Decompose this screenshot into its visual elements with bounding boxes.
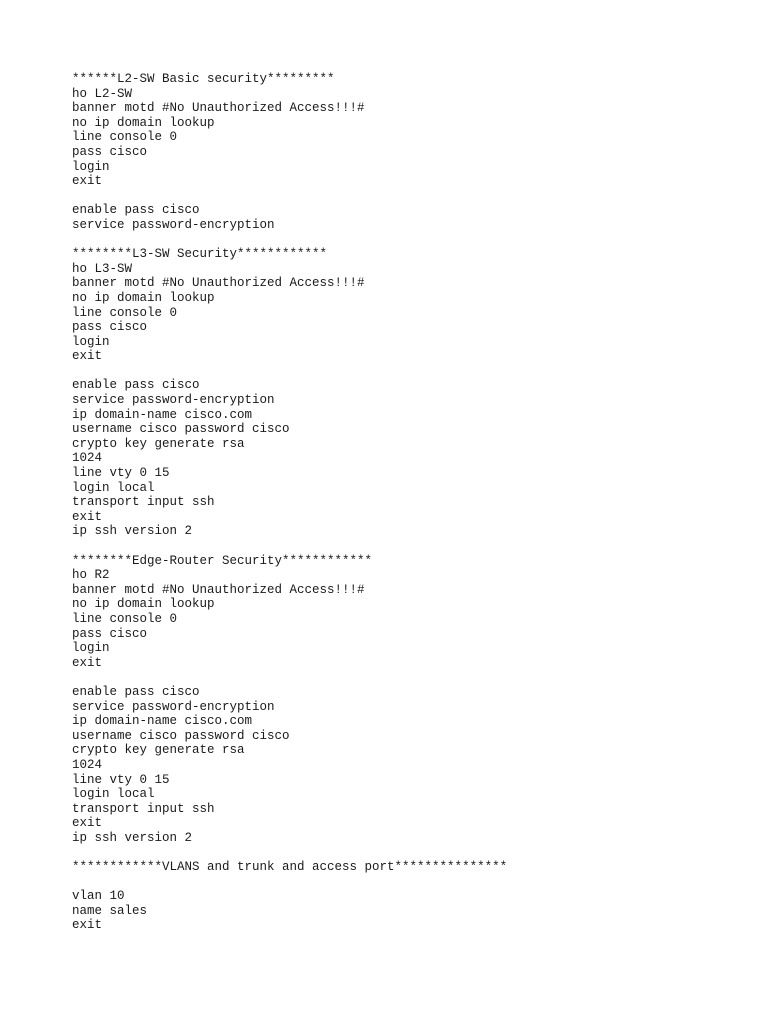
paragraph-gap xyxy=(72,189,732,204)
paragraph-gap xyxy=(72,539,732,554)
config-line: service password-encryption xyxy=(72,393,275,408)
config-line: login local xyxy=(72,480,155,495)
config-line: transport input ssh xyxy=(72,495,215,510)
config-line: login xyxy=(72,641,110,656)
config-line: enable pass cisco xyxy=(72,378,200,393)
config-line: exit xyxy=(72,509,103,524)
paragraph-gap xyxy=(72,233,732,248)
config-line: exit xyxy=(72,918,103,933)
config-line: name sales xyxy=(72,903,148,918)
config-line: banner motd #No Unauthorized Access!!!# xyxy=(72,101,365,116)
config-block xyxy=(72,554,732,671)
config-line: pass cisco xyxy=(72,144,148,159)
config-line: banner motd #No Unauthorized Access!!!# xyxy=(72,276,365,291)
document-body xyxy=(72,72,732,933)
config-line: ho R2 xyxy=(72,568,110,583)
config-line: line vty 0 15 xyxy=(72,466,170,481)
config-line: username cisco password cisco xyxy=(72,728,290,743)
config-line: enable pass cisco xyxy=(72,203,200,218)
config-line: line console 0 xyxy=(72,611,178,626)
config-line: ho L3-SW xyxy=(72,261,133,276)
config-line: vlan 10 xyxy=(72,889,125,904)
config-line: ************VLANS and trunk and access port*************** xyxy=(72,860,508,875)
config-block xyxy=(72,889,732,933)
config-line: ******L2-SW Basic security********* xyxy=(72,72,335,86)
config-line: ip ssh version 2 xyxy=(72,830,193,845)
config-line: no ip domain lookup xyxy=(72,290,215,305)
config-block xyxy=(72,378,732,539)
config-line: login xyxy=(72,159,110,174)
config-line: transport input ssh xyxy=(72,801,215,816)
config-line: service password-encryption xyxy=(72,217,275,232)
paragraph-gap xyxy=(72,875,732,890)
config-line: line console 0 xyxy=(72,130,178,145)
config-line: login local xyxy=(72,787,155,802)
config-line: exit xyxy=(72,655,103,670)
config-line: exit xyxy=(72,174,103,189)
paragraph-gap xyxy=(72,845,732,860)
config-line: exit xyxy=(72,349,103,364)
config-line: exit xyxy=(72,816,103,831)
config-line: crypto key generate rsa xyxy=(72,743,245,758)
config-line: banner motd #No Unauthorized Access!!!# xyxy=(72,582,365,597)
config-line: ********L3-SW Security************ xyxy=(72,247,328,262)
config-line: ********Edge-Router Security************ xyxy=(72,553,373,568)
config-line: ip ssh version 2 xyxy=(72,524,193,539)
config-block xyxy=(72,247,732,364)
config-line: service password-encryption xyxy=(72,699,275,714)
config-line: enable pass cisco xyxy=(72,684,200,699)
paragraph-gap xyxy=(72,364,732,379)
config-line: line console 0 xyxy=(72,305,178,320)
config-line: no ip domain lookup xyxy=(72,597,215,612)
config-line: login xyxy=(72,334,110,349)
config-line: ho L2-SW xyxy=(72,86,133,101)
config-line: crypto key generate rsa xyxy=(72,436,245,451)
config-line: pass cisco xyxy=(72,626,148,641)
config-line: pass cisco xyxy=(72,320,148,335)
config-line: line vty 0 15 xyxy=(72,772,170,787)
config-block xyxy=(72,72,732,189)
config-block xyxy=(72,203,732,232)
config-block xyxy=(72,685,732,846)
config-line: no ip domain lookup xyxy=(72,115,215,130)
config-line: username cisco password cisco xyxy=(72,422,290,437)
paragraph-gap xyxy=(72,670,732,685)
config-line: ip domain-name cisco.com xyxy=(72,714,253,729)
config-line: ip domain-name cisco.com xyxy=(72,407,253,422)
config-block xyxy=(72,860,732,875)
config-line: 1024 xyxy=(72,757,103,772)
config-line: 1024 xyxy=(72,451,103,466)
